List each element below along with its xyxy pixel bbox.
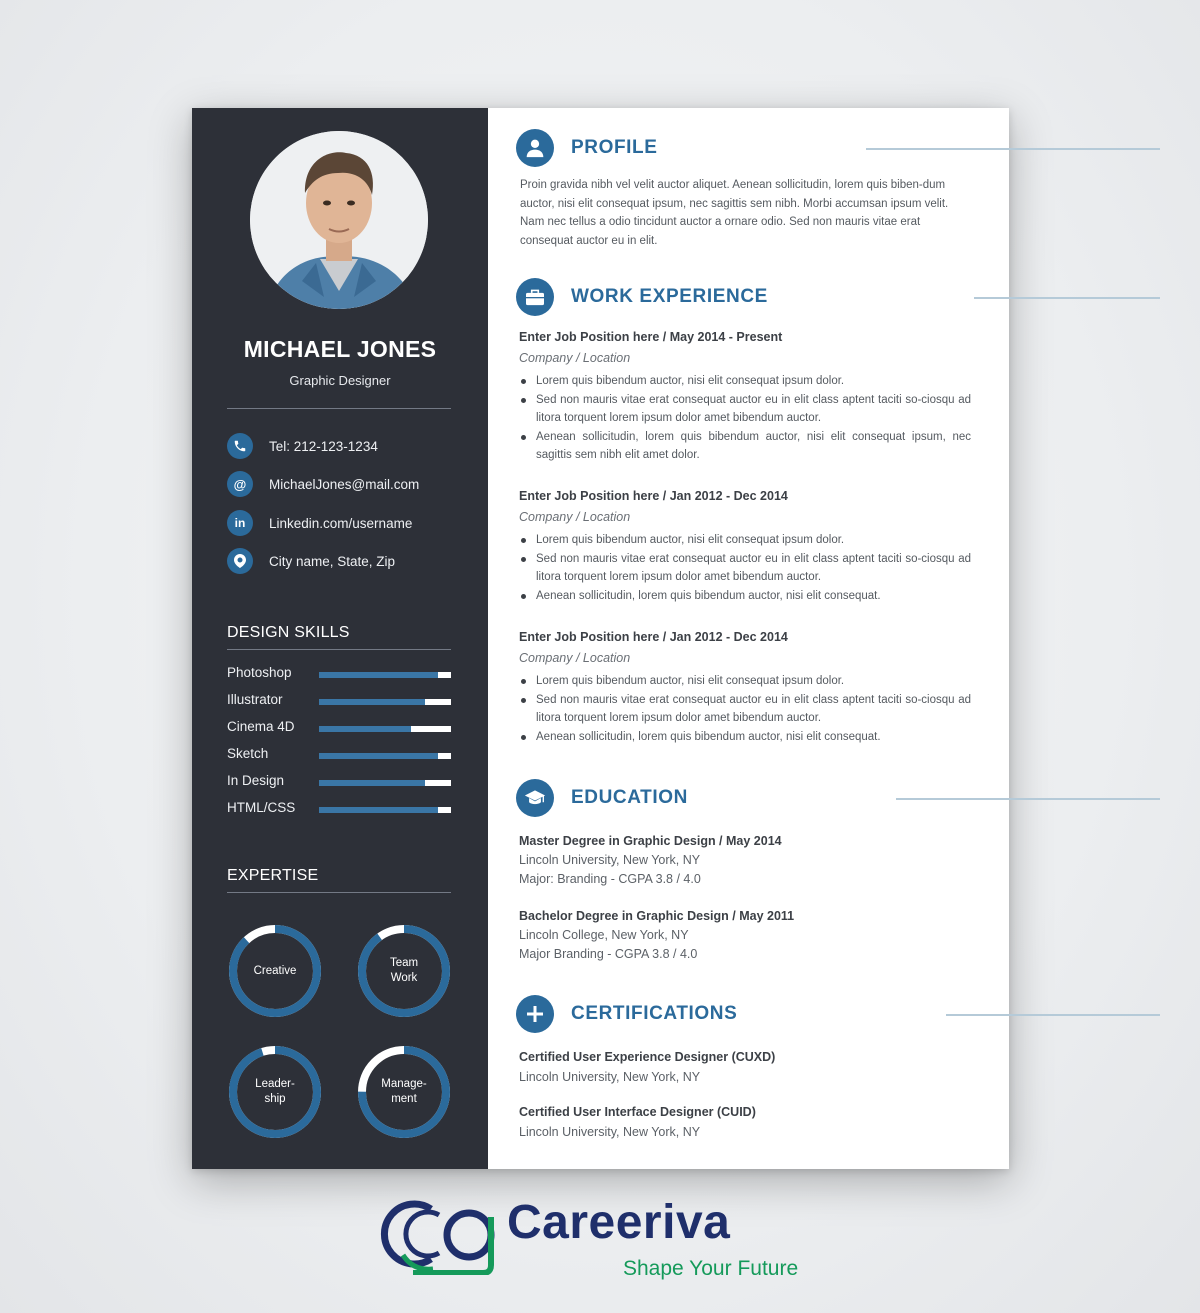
education-1-title: Master Degree in Graphic Design / May 2014 [519, 834, 782, 848]
expertise-label: Team Work [389, 957, 419, 984]
job-1-title: Enter Job Position here / May 2014 - Present [519, 330, 783, 344]
skill-bar-track [319, 726, 451, 732]
job-3-company: Company / Location [519, 651, 631, 665]
skill-bar-track [319, 753, 451, 759]
skill-name: Sketch [227, 746, 269, 761]
education-1-detail: Major: Branding - CGPA 3.8 / 4.0 [519, 872, 701, 886]
contact-phone-text: Tel: 212-123-1234 [269, 438, 378, 454]
plus-icon [516, 995, 554, 1033]
job-3-title: Enter Job Position here / Jan 2012 - Dec 2014 [519, 630, 788, 644]
careeriva-logo-mark [373, 1193, 503, 1275]
location-pin-icon [227, 548, 253, 574]
resume-main [488, 108, 1009, 1169]
job-1-bullet: Lorem quis bibendum auctor, nisi elit consequat ipsum dolor. [519, 372, 971, 391]
education-2-detail: Major Branding - CGPA 3.8 / 4.0 [519, 947, 698, 961]
contact-location [227, 547, 395, 575]
skills-heading: DESIGN SKILLS [227, 624, 350, 641]
education-heading-line [896, 798, 1160, 800]
brand-name: Careeriva [507, 1196, 731, 1249]
work-heading-line [974, 297, 1160, 299]
candidate-name: MICHAEL JONES [243, 336, 437, 362]
skill-bar-fill [319, 807, 438, 813]
job-1-company: Company / Location [519, 351, 631, 365]
job-3-bullet: Lorem quis bibendum auctor, nisi elit consequat ipsum dolor. [519, 672, 971, 691]
candidate-role: Graphic Designer [289, 373, 391, 388]
graduation-cap-icon [516, 779, 554, 817]
certification-1-title: Certified User Experience Designer (CUXD) [519, 1050, 776, 1064]
skill-bar-track [319, 672, 451, 678]
profile-section-header [516, 128, 658, 168]
skill-bar-fill [319, 780, 425, 786]
skills-divider [227, 649, 451, 650]
contact-email-text[interactable]: MichaelJones@mail.com [269, 476, 420, 492]
job-2-bullets [519, 531, 971, 605]
work-section-header [516, 277, 768, 317]
expertise-label: Creative [253, 964, 297, 977]
job-2-title: Enter Job Position here / Jan 2012 - Dec 2014 [519, 489, 788, 503]
contact-linkedin[interactable] [227, 509, 412, 537]
contact-location-text: City name, State, Zip [269, 553, 396, 569]
skill-name: In Design [227, 773, 285, 788]
resume-sidebar [192, 108, 488, 1169]
expertise-ring [356, 1044, 452, 1140]
portrait-illustration [250, 131, 428, 309]
job-1-bullets [519, 372, 971, 465]
job-1-bullet: Sed non mauris vitae erat consequat auctor eu in elit class aptent taciti so-ciosqu ad litora torquent lorem ipsum dolor amet bibendum auctor. [519, 391, 971, 428]
skill-bar-fill [319, 753, 438, 759]
education-heading: EDUCATION [571, 787, 688, 808]
skill-row [227, 664, 451, 684]
profile-text: Proin gravida nibh vel velit auctor aliquet. Aenean sollicitudin, lorem quis biben-dum auctor, nisi elit consequat ipsum, nec sagittis sem nibh. Morbi accumsan ipsum velit. Nam nec tellus a odio tincidunt auctor a ornare odio. Sed non mauris vitae erat consequat auctor eu in elit. [520, 179, 949, 247]
certifications-heading: CERTIFICATIONS [571, 1003, 738, 1024]
job-2-company: Company / Location [519, 510, 631, 524]
phone-icon [227, 433, 253, 459]
education-1-school: Lincoln University, New York, NY [519, 853, 701, 867]
education-2-school: Lincoln College, New York, NY [519, 928, 689, 942]
skill-name: Illustrator [227, 692, 283, 707]
job-3-bullet: Aenean sollicitudin, lorem quis bibendum auctor, nisi elit consequat. [519, 728, 971, 747]
profile-heading-line [866, 148, 1160, 150]
skill-name: Cinema 4D [227, 719, 295, 734]
skill-bar-fill [319, 726, 411, 732]
profile-heading: PROFILE [571, 137, 658, 158]
certification-2-title: Certified User Interface Designer (CUID) [519, 1105, 756, 1119]
expertise-label: Manage- ment [381, 1078, 427, 1105]
linkedin-icon: in [227, 510, 253, 536]
certifications-section-header [516, 994, 737, 1034]
job-2-bullet: Aenean sollicitudin, lorem quis bibendum auctor, nisi elit consequat. [519, 587, 971, 606]
work-heading: WORK EXPERIENCE [571, 286, 768, 307]
profile-photo [250, 131, 428, 309]
expertise-ring [356, 923, 452, 1019]
contact-phone [227, 432, 378, 460]
certification-1-place: Lincoln University, New York, NY [519, 1070, 701, 1084]
contact-email[interactable] [227, 470, 419, 498]
resume-sheet [192, 108, 1009, 1169]
job-1-bullet: Aenean sollicitudin, lorem quis bibendum auctor, nisi elit consequat ipsum, nec sagittis sem nibh elit amet dolor. [519, 428, 971, 465]
skill-row [227, 718, 451, 738]
certification-2-place: Lincoln University, New York, NY [519, 1125, 701, 1139]
skill-bar-track [319, 807, 451, 813]
skill-bar-fill [319, 699, 425, 705]
certifications-heading-line [946, 1014, 1160, 1016]
skill-row [227, 799, 451, 819]
job-2-bullet: Lorem quis bibendum auctor, nisi elit consequat ipsum dolor. [519, 531, 971, 550]
job-3-bullets [519, 672, 971, 746]
expertise-ring [227, 923, 323, 1019]
education-2-title: Bachelor Degree in Graphic Design / May 2011 [519, 909, 795, 923]
brand-tagline: Shape Your Future [623, 1257, 799, 1280]
user-icon [516, 129, 554, 167]
skill-row [227, 772, 451, 792]
expertise-label: Leader- ship [255, 1078, 295, 1105]
email-icon: @ [227, 471, 253, 497]
contact-linkedin-text[interactable]: Linkedin.com/username [269, 515, 413, 531]
expertise-ring [227, 1044, 323, 1140]
job-2-bullet: Sed non mauris vitae erat consequat auctor eu in elit class aptent taciti so-ciosqu ad litora torquent lorem ipsum dolor amet bibendum auctor. [519, 550, 971, 587]
education-section-header [516, 778, 688, 818]
skill-name: Photoshop [227, 665, 292, 680]
skill-bar-track [319, 699, 451, 705]
skill-bar-track [319, 780, 451, 786]
expertise-heading: EXPERTISE [227, 867, 319, 884]
sidebar-divider [227, 408, 451, 409]
briefcase-icon [516, 278, 554, 316]
job-3-bullet: Sed non mauris vitae erat consequat auctor eu in elit class aptent taciti so-ciosqu ad litora torquent lorem ipsum dolor amet bibendum auctor. [519, 691, 971, 728]
skill-bar-fill [319, 672, 438, 678]
expertise-divider [227, 892, 451, 893]
skill-name: HTML/CSS [227, 800, 296, 815]
skill-row [227, 691, 451, 711]
careeriva-brand [373, 1193, 833, 1285]
skill-row [227, 745, 451, 765]
